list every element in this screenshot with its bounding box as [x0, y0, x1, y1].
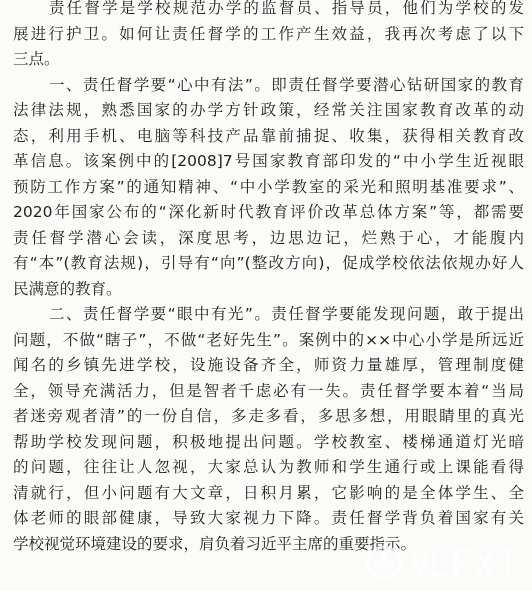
text-line: 清就行，但小问题有大文章，日积月累，它影响的是全体学生、全: [13, 483, 524, 502]
text-line: 法律法规，熟悉国家的办学方针政策，经常关注国家教育改革的动: [13, 101, 524, 119]
text-line: 全，领导充满活力，但是智者千虑必有一失。责任督学要本着“当局: [13, 381, 524, 400]
text-line: 帮助学校发现问题，积极地提出问题。学校教室、楼梯通道灯光暗: [13, 432, 524, 451]
text-line: 有“本”(教育法规)，引导有“向”(整改方向)，促成学校依法依规办好人: [13, 254, 524, 272]
text-line: 态，利用手机、电脑等科技产品靠前捕捉、收集，获得相关教育改: [13, 126, 524, 145]
paragraph-point-two: [13, 302, 524, 557]
text-line: 闻名的乡镇先进学校，设施设备齐全，师资力量雄厚，管理制度健: [13, 356, 524, 374]
text-line: 预防工作方案”的通知精神、“中小学教室的采光和照明基准要求”、: [13, 177, 524, 196]
text-line: 体老师的眼部健康，导致大家视力下降。责任督学背负着国家有关: [13, 509, 524, 527]
text-line: 2020年国家公布的“深化新时代教育评价改革总体方案”等，都需要: [13, 203, 524, 221]
text-line: 革信息。该案例中的[2008]7号国家教育部印发的“中小学生近视眼: [13, 152, 524, 170]
text-line: 者迷旁观者清”的一份自信，多走多看，多思多想，用眼睛里的真光: [13, 407, 524, 425]
text-line: 二、责任督学要“眼中有光”。责任督学要能发现问题，敢于提出: [49, 305, 524, 323]
text-line: 责任督学是学校规范办学的监督员、指导员，他们为学校的发: [49, 0, 524, 17]
text-line: 民满意的教育。: [13, 279, 122, 298]
text-line: 三点。: [13, 50, 60, 68]
text-line: 的问题，往往让人忽视，大家总认为教师和学生通行或上课能看得: [13, 458, 524, 476]
text-line: 问题，不做“瞎子”，不做“老好先生”。案例中的××中心小学是所远近: [13, 330, 524, 349]
paragraph-intro: [13, 0, 524, 73]
text-line: 展进行护卫。如何让责任督学的工作产生效益，我再次考虑了以下: [13, 24, 524, 43]
text-line: 责任督学潜心会读，深度思考，边思边记，烂熟于心，才能腹内: [13, 228, 524, 247]
paragraph-point-one: [13, 73, 524, 303]
text-line: 一、责任督学要“心中有法”。即责任督学要潜心钻研国家的教育: [49, 75, 524, 94]
text-line: 学校视觉环境建设的要求，肩负着习近平主席的重要指示。: [13, 534, 417, 553]
